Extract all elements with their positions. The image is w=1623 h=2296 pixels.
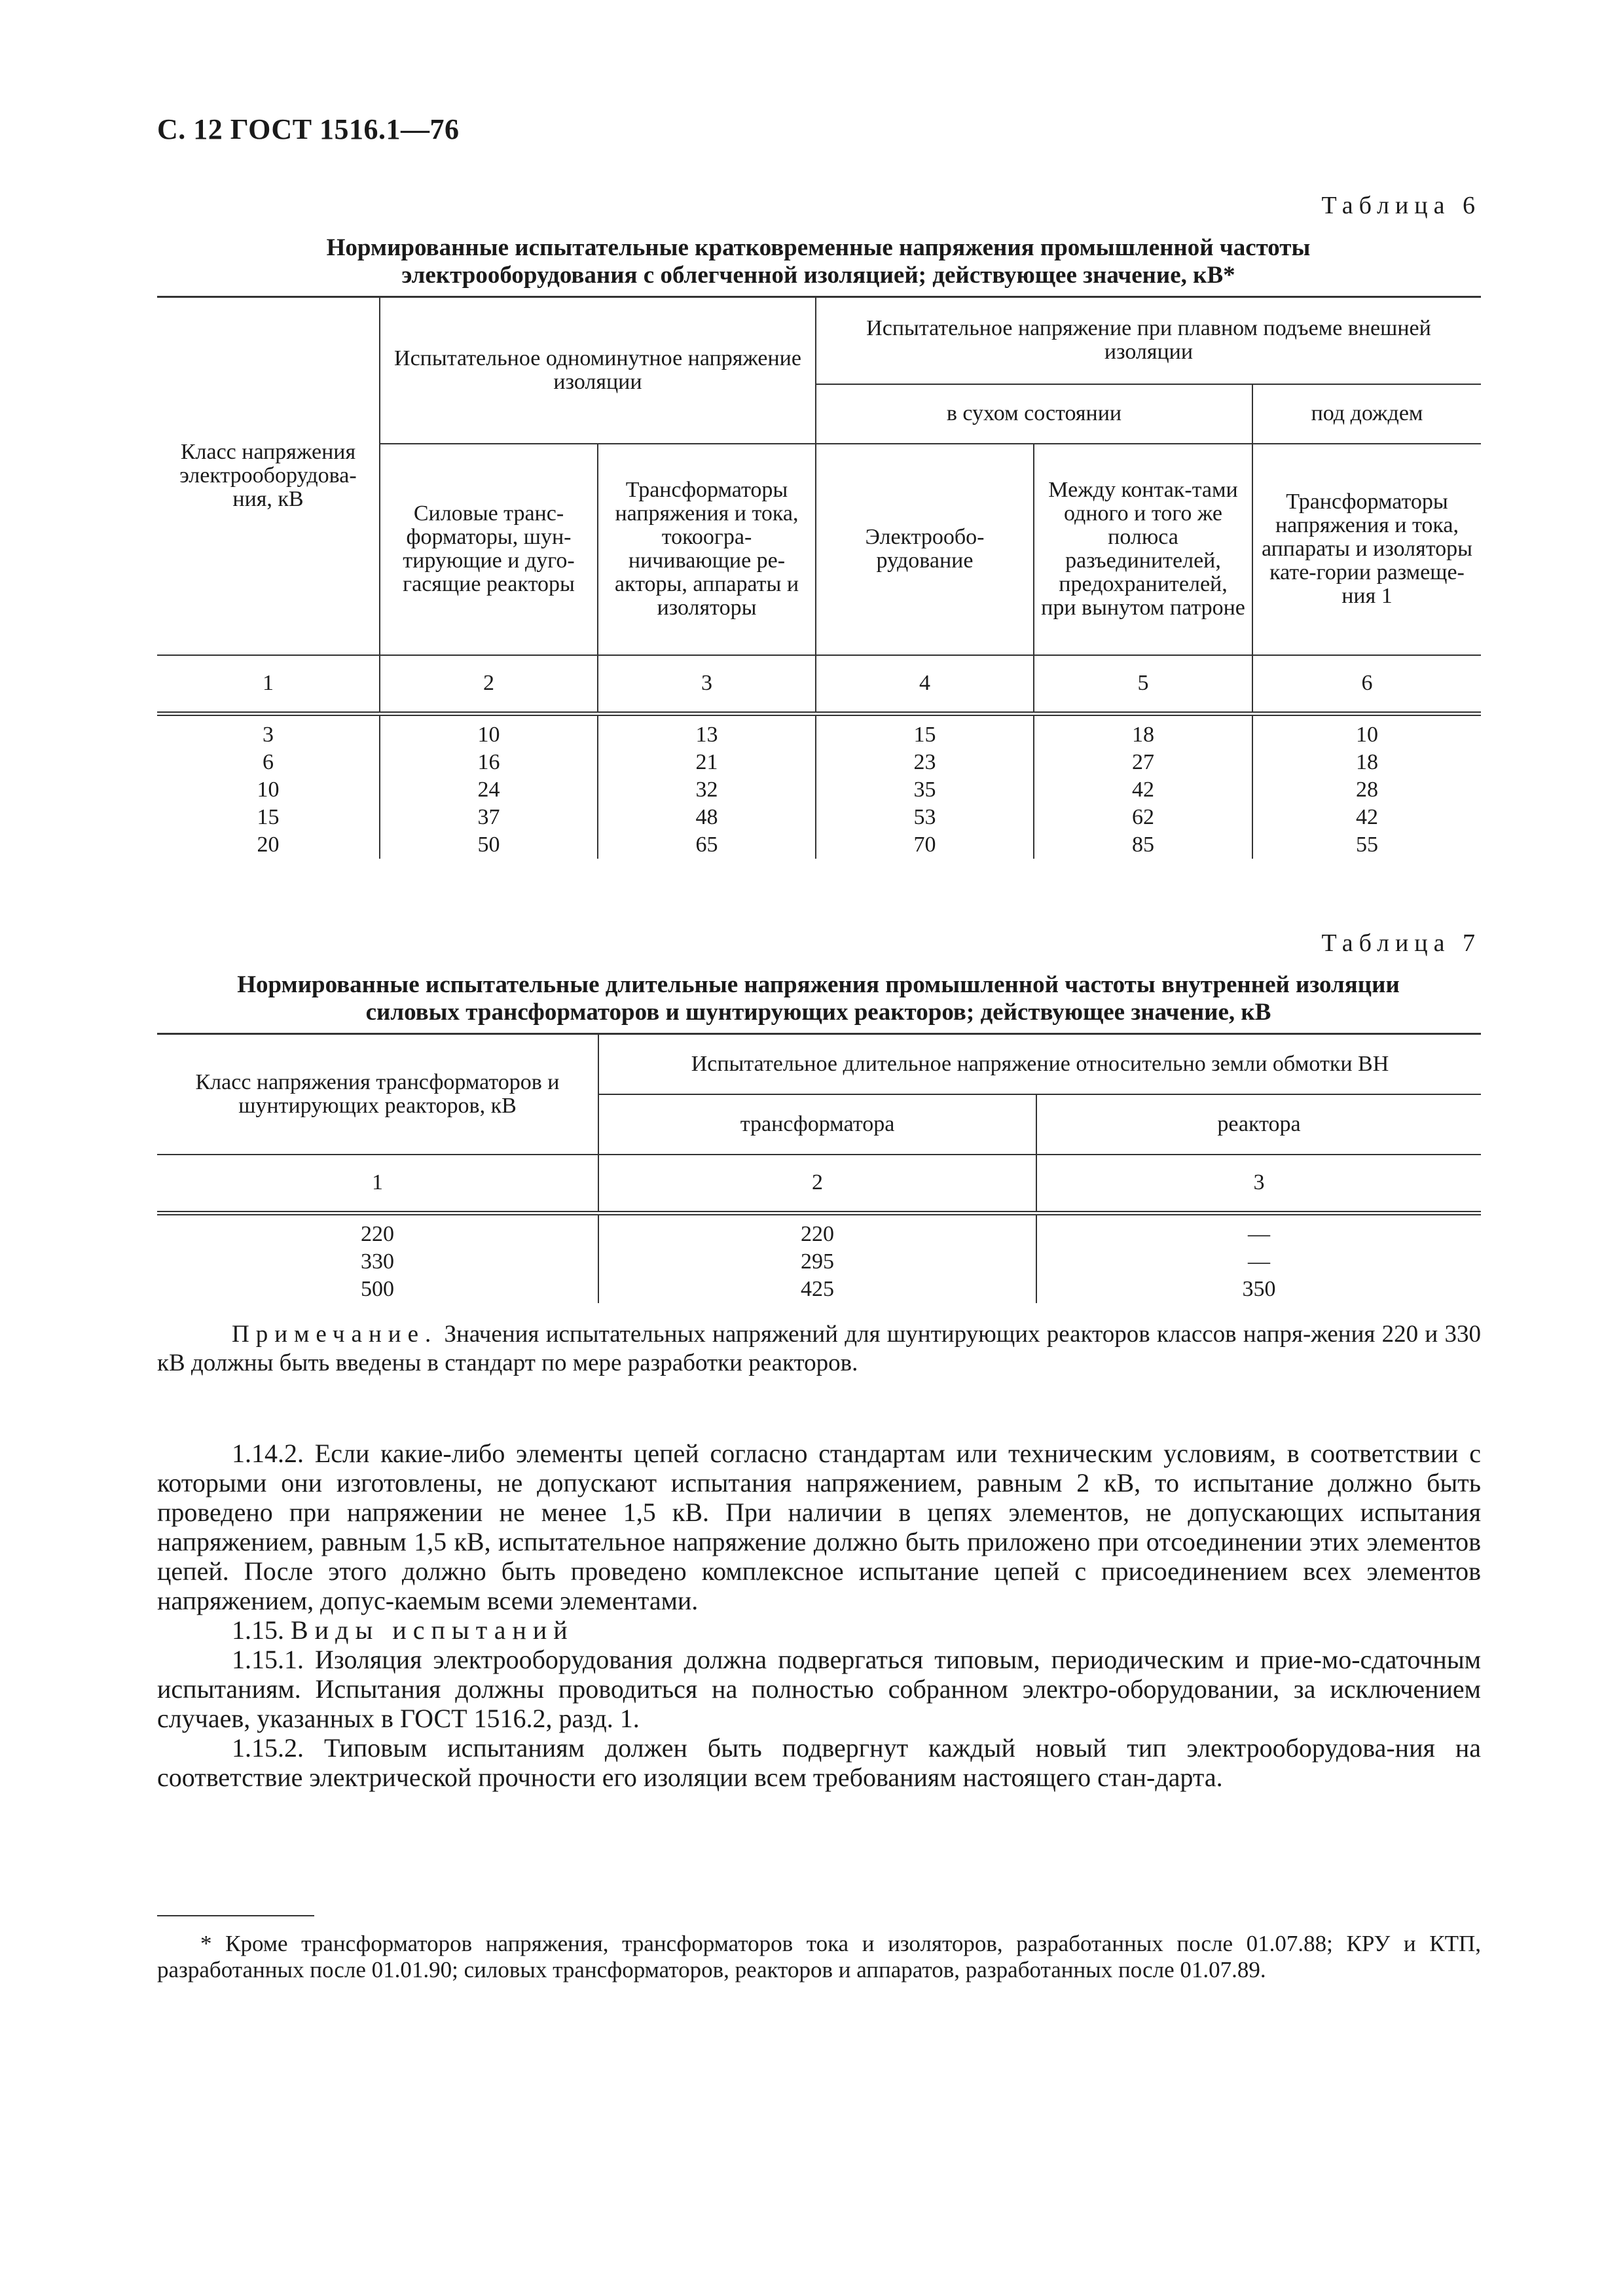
- table6-colnum: 6: [1252, 655, 1481, 714]
- body-text: [157, 1439, 1481, 1792]
- table-cell: 425: [801, 1277, 834, 1301]
- table7-note: [157, 1320, 1481, 1378]
- table-cell: 500: [361, 1277, 394, 1301]
- table7-data-col2: [598, 1213, 1036, 1304]
- table-cell: 20: [257, 833, 280, 857]
- table-cell: 15: [257, 805, 280, 829]
- table6-data-col3: [598, 714, 816, 859]
- table7-colnum: 3: [1036, 1155, 1481, 1213]
- table6-colnum: 3: [598, 655, 816, 714]
- table-cell: —: [1248, 1222, 1270, 1246]
- table-cell: 13: [695, 723, 718, 747]
- table-cell: 62: [1132, 805, 1154, 829]
- table-cell: 32: [695, 778, 718, 802]
- table6-title-line1: Нормированные испытательные кратковременные напряжения промышленной частоты: [326, 234, 1311, 261]
- table7-title: [157, 971, 1480, 1026]
- table6-head-rain: под дождем: [1252, 384, 1481, 444]
- table-cell: 42: [1132, 778, 1154, 802]
- table7-colnum: 2: [598, 1155, 1036, 1213]
- table-cell: 350: [1242, 1277, 1276, 1301]
- table6-head-col5: Между контак-тами одного и того же полюса разъединителей, предохранителей, при вынутом патроне: [1034, 444, 1252, 655]
- table-cell: 21: [695, 750, 718, 774]
- section-number: 1.15.: [232, 1615, 284, 1645]
- table-cell: 70: [913, 833, 936, 857]
- table6-head-col2: Силовые транс-форматоры, шун-тирующие и дуго-гасящие реакторы: [380, 444, 598, 655]
- table6-label: Таблица 6: [1321, 192, 1481, 219]
- table-cell: 3: [263, 723, 274, 747]
- table-cell: 10: [257, 778, 280, 802]
- table-cell: 28: [1356, 778, 1378, 802]
- table-cell: 6: [263, 750, 274, 774]
- table6-data-col1: [157, 714, 380, 859]
- table6-head-col6: Трансформаторы напряжения и тока, аппараты и изоляторы кате-гории размеще-ния 1: [1252, 444, 1481, 655]
- section-title: Виды испытаний: [291, 1615, 574, 1645]
- footnote: * Кроме трансформаторов напряжения, трансформаторов тока и изоляторов, разработанных после 01.07.88; КРУ и КТП, разработанных после 01.01.90; силовых трансформаторов, реакторов и аппаратов, разработанных после 01.07.89.: [157, 1931, 1481, 1982]
- table-cell: 15: [913, 723, 936, 747]
- table6-head-smooth-rise: Испытательное напряжение при плавном подъеме внешней изоляции: [816, 297, 1481, 384]
- table7-head-long-voltage: Испытательное длительное напряжение относительно земли обмотки ВН: [598, 1034, 1481, 1094]
- table-cell: 27: [1132, 750, 1154, 774]
- table-cell: 18: [1132, 723, 1154, 747]
- paragraph-1-14-2: 1.14.2. Если какие-либо элементы цепей согласно стандартам или техническим условиям, в соответствии с которыми они изготовлены, не допускают испытания напряжением, равным 2 кВ, то испытание должно быть проведено при напряжении не менее 1,5 кВ. При наличии в цепях элементов, не допускающих испытания напряжением, равным 1,5 кВ, испытательное напряжение должно быть приложено при отсоединении этих элементов цепей. После этого должно быть проведено комплексное испытание цепей с присоединением всех элементов напряжением, допус-каемым всеми элементами.: [157, 1439, 1481, 1615]
- table-cell: 220: [801, 1222, 834, 1246]
- table7-head-col3: реактора: [1036, 1094, 1481, 1155]
- table6-head-dry: в сухом состоянии: [816, 384, 1252, 444]
- table-cell: 10: [1356, 723, 1378, 747]
- paragraph-1-15-1: 1.15.1. Изоляция электрооборудования должна подвергаться типовым, периодическим и прие-мо-сдаточным испытаниям. Испытания должны проводиться на полностью собранном электро-оборудовании, за исключением случаев, указанных в ГОСТ 1516.2, разд. 1.: [157, 1645, 1481, 1733]
- paragraph-1-15-2: 1.15.2. Типовым испытаниям должен быть подвергнут каждый новый тип электрооборудова-ния на соответствие электрической прочности его изоляции всем требованиям настоящего стан-дарта.: [157, 1733, 1481, 1792]
- table6-data-col2: [380, 714, 598, 859]
- table7-label: Таблица 7: [1321, 929, 1481, 957]
- table7-colnum: 1: [157, 1155, 598, 1213]
- table-cell: 50: [477, 833, 500, 857]
- table7-head-col2: трансформатора: [598, 1094, 1036, 1155]
- table6-title-line2: электрооборудования с облегченной изоляцией; действующее значение, кВ*: [401, 262, 1235, 289]
- table7-head-class: Класс напряжения трансформаторов и шунтирующих реакторов, кВ: [157, 1034, 598, 1155]
- table-cell: 18: [1356, 750, 1378, 774]
- table6-colnum: 2: [380, 655, 598, 714]
- table-cell: 10: [477, 723, 500, 747]
- table-cell: 24: [477, 778, 500, 802]
- table7-data-col3: [1036, 1213, 1481, 1304]
- table-cell: 42: [1356, 805, 1378, 829]
- table-cell: 295: [801, 1249, 834, 1274]
- table6-colnum: 5: [1034, 655, 1252, 714]
- table7-title-line2: силовых трансформаторов и шунтирующих реакторов; действующее значение, кВ: [365, 999, 1271, 1026]
- table-cell: 35: [913, 778, 936, 802]
- table6-head-class: Класс напряжения электрооборудова-ния, кВ: [157, 297, 380, 655]
- table7: [157, 1033, 1481, 1303]
- table6-data-col4: [816, 714, 1034, 859]
- table-cell: 53: [913, 805, 936, 829]
- table-cell: 220: [361, 1222, 394, 1246]
- table6: [157, 296, 1481, 859]
- table-cell: 55: [1356, 833, 1378, 857]
- table7-title-line1: Нормированные испытательные длительные напряжения промышленной частоты внутренней изоляции: [237, 971, 1400, 998]
- table-cell: 23: [913, 750, 936, 774]
- table-cell: 330: [361, 1249, 394, 1274]
- table-cell: 16: [477, 750, 500, 774]
- table6-colnum: 4: [816, 655, 1034, 714]
- table7-data-col1: [157, 1213, 598, 1304]
- table6-data-col5: [1034, 714, 1252, 859]
- table6-head-one-minute: Испытательное одноминутное напряжение изоляции: [380, 297, 816, 444]
- section-heading-1-15: [157, 1615, 1481, 1645]
- note-text: Значения испытательных напряжений для шунтирующих реакторов классов напря-жения 220 и 330 кВ должны быть введены в стандарт по мере разработки реакторов.: [157, 1321, 1481, 1376]
- table6-head-col3: Трансформаторы напряжения и тока, токоогра-ничивающие ре-акторы, аппараты и изоляторы: [598, 444, 816, 655]
- table-cell: 37: [477, 805, 500, 829]
- table6-colnum: 1: [157, 655, 380, 714]
- footnote-divider: [157, 1915, 314, 1916]
- table6-data-col6: [1252, 714, 1481, 859]
- table-cell: 48: [695, 805, 718, 829]
- table-cell: 65: [695, 833, 718, 857]
- table-cell: —: [1248, 1249, 1270, 1274]
- table-cell: 85: [1132, 833, 1154, 857]
- note-label: Примечание.: [232, 1321, 438, 1348]
- running-head: С. 12 ГОСТ 1516.1—76: [157, 113, 460, 145]
- table6-head-col4: Электрообо-рудование: [816, 444, 1034, 655]
- table6-title: [157, 234, 1480, 289]
